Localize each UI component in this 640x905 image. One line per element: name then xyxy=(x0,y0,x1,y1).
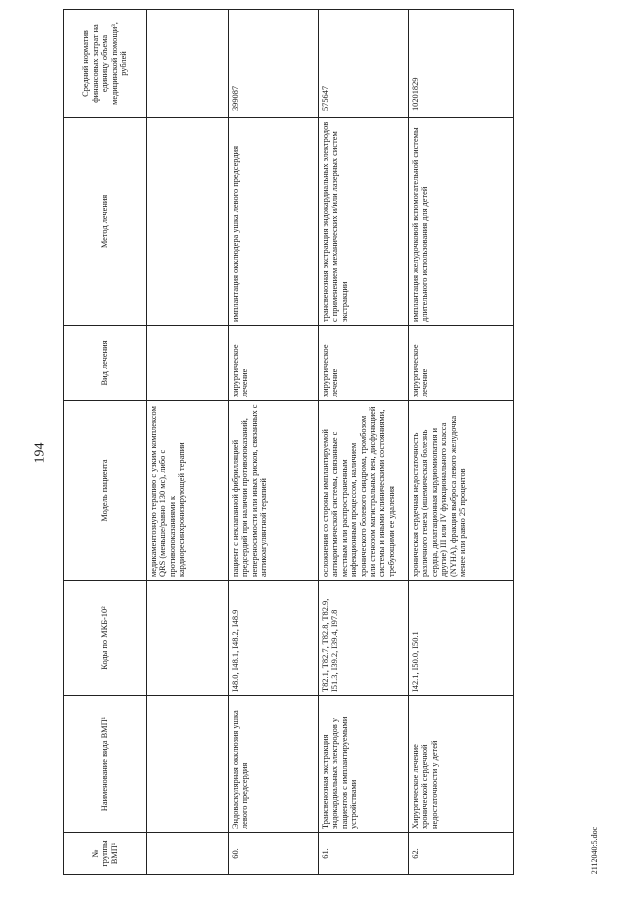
cell-cost: 575647 xyxy=(319,10,409,118)
cell-name: Эндоваскулярная окклюзия ушка левого предсердия xyxy=(229,696,319,833)
cell-group-no: 62. xyxy=(409,833,514,875)
doc-code-strip xyxy=(580,0,610,905)
page-number: 194 xyxy=(32,442,47,463)
header-cost: Средний норматив финансовых затрат на единицу объема медицинской помощи³, рублей xyxy=(64,10,147,118)
table-row xyxy=(409,10,514,875)
table-row xyxy=(229,10,319,875)
cell-method: трансвенозная экстракция эндокардиальных электродов с применением механических и/или лазерных систем экстракции xyxy=(319,118,409,326)
cell-group-no: 61. xyxy=(319,833,409,875)
cell-name: Хирургическое лечение хронической сердечной недостаточности у детей xyxy=(409,696,514,833)
cell-model: пациент с неклапанной фибрилляцией предсердий при наличии противопоказаний, непереносимости или иных рисков, связанных с антикоагулянтной терапией xyxy=(229,401,319,581)
header-method: Метод лечения xyxy=(64,118,147,326)
page-number-strip xyxy=(28,0,52,905)
cell-type: хирургическое лечение xyxy=(229,326,319,401)
header-type: Вид лечения xyxy=(64,326,147,401)
cell-cost: 399087 xyxy=(229,10,319,118)
cell-method: имплантация окклюдера ушка левого предсердия xyxy=(229,118,319,326)
cell-model: осложнения со стороны имплантируемой антиаритмической системы, связанные с местным или распространенным инфекционным процессом, наличием хронического болевого синдрома, тромбозом или стенозом магистральных вен, дисфункцией системы и иными клиническими состояниями, требующими ее удаления xyxy=(319,401,409,581)
header-icd: Коды по МКБ-10² xyxy=(64,581,147,696)
rotated-table-container xyxy=(63,0,581,895)
cell-name: Трансвенозная экстракция эндокардиальных электродов у пациентов с имплантируемыми устройствами xyxy=(319,696,409,833)
cell-icd: I42.1, I50.0, I50.1 xyxy=(409,581,514,696)
header-row xyxy=(64,10,147,875)
cell-icd: I48.0, I48.1, I48.2, I48.9 xyxy=(229,581,319,696)
header-name: Наименование вида ВМП¹ xyxy=(64,696,147,833)
header-model: Модель пациента xyxy=(64,401,147,581)
header-group-no: № группы ВМП¹ xyxy=(64,833,147,875)
cell-method: имплантация желудочковой вспомогательной системы длительного использования для детей xyxy=(409,118,514,326)
vmp-table xyxy=(63,9,514,875)
cell-group-no: 60. xyxy=(229,833,319,875)
doc-code: 2112040:5.doc xyxy=(590,826,600,875)
cell-icd: T82.1, T82.7, T82.8, T82.9, I51.3, I39.2, I39.4, I97.8 xyxy=(319,581,409,696)
cell-model: хроническая сердечная недостаточность различного генеза (ишемическая болезнь сердца, дилатационная кардиомиопатия и другие) III или IV функционального класса (NYHA), фракция выброса левого желудочка менее или равно 25 процентов xyxy=(409,401,514,581)
cell-model: медикаментозную терапию с узким комплексом QRS (меньше/равно 130 мс), либо с противопоказаниями к кардиоресинхронизирующей терапии xyxy=(147,401,229,581)
table-row-continuation xyxy=(147,10,229,875)
cell-type: хирургическое лечение xyxy=(409,326,514,401)
table-row xyxy=(319,10,409,875)
cell-cost: 10201829 xyxy=(409,10,514,118)
cell-type: хирургическое лечение xyxy=(319,326,409,401)
